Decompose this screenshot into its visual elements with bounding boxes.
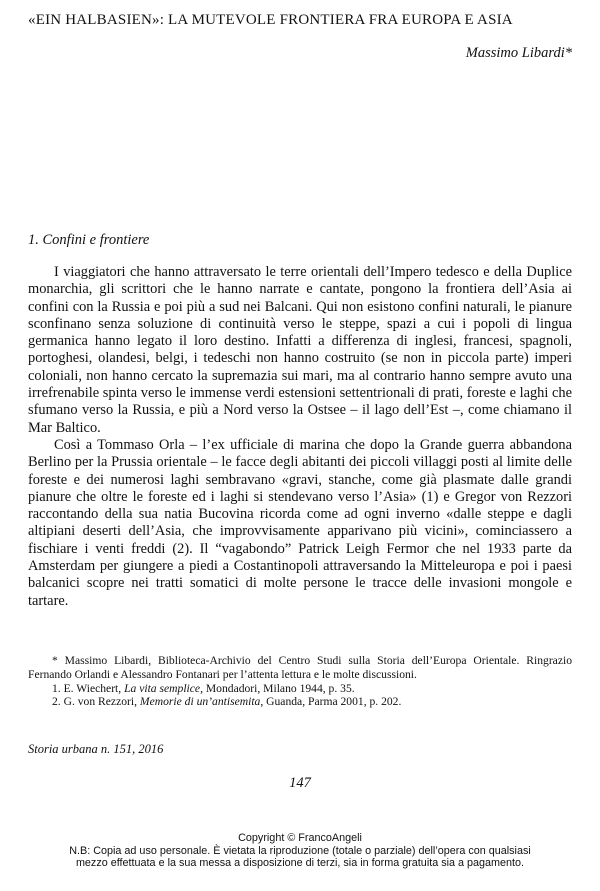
footnote-1: [28, 682, 572, 696]
body-paragraph: I viaggiatori che hanno attraversato le terre orientali dell’Impero tedesco e della Duplice monarchia, gli scrittori che le hanno narrate e cantate, pongono la frontiera dell’Asia ai confini con la Russia e poi più a sud nei Balcani. Qui non esistono confini naturali, le pianure sconfinano senza soluzione di continuità verso le steppe, spazi a cui i popoli di lingua germanica hanno legato il loro destino. Infatti a differenza di inglesi, francesi, spagnoli, portoghesi, olandesi, belgi, i tedeschi non hanno costruito (se non in piccola parte) imperi coloniali, non hanno cercato la supremazia sui mari, ma al contrario hanno sempre avuto una irrefrenabile spinta verso le immense verdi estensioni settentrionali di prati, foreste e laghi che sfumano verso la Russia, e più a Nord verso la Ostsee – il lago dell’Est –, come chiamano il Mar Baltico.: [28, 264, 572, 436]
section-heading: 1. Confini e frontiere: [28, 232, 150, 248]
author-name: Massimo Libardi*: [465, 45, 572, 61]
article-title: «EIN HALBASIEN»: LA MUTEVOLE FRONTIERA FRA EUROPA E ASIA: [28, 12, 513, 28]
page-number: 147: [289, 775, 311, 791]
body-text: [28, 264, 572, 610]
author-footnote: * Massimo Libardi, Biblioteca-Archivio del Centro Studi sulla Storia dell’Europa Orientale. Ringrazio Fernando Orlandi e Alessandro Fontanari per l’attenta lettura e le molte discussioni.: [28, 654, 572, 681]
copyright-line: N.B: Copia ad uso personale. È vietata la riproduzione (totale o parziale) dell’opera con qualsiasi: [69, 844, 531, 857]
footnote-2-work: Memorie di un’antisemita: [139, 695, 261, 709]
copyright-line: Copyright © FrancoAngeli: [238, 832, 362, 844]
footnote-2-publisher: , Guanda, Parma 2001, p. 202.: [260, 695, 402, 709]
footnote-2: [28, 695, 572, 709]
footnotes: [28, 654, 572, 709]
footnote-1-author: 1. E. Wiechert,: [52, 681, 125, 695]
journal-citation: Storia urbana n. 151, 2016: [28, 742, 164, 756]
footnote-1-publisher: Mondadori, Milano 1944, p. 35.: [202, 681, 355, 695]
footnote-2-author: 2. G. von Rezzori,: [52, 695, 140, 709]
copyright-line: mezzo effettuata e la sua messa a disposizione di terzi, sia in forma gratuita sia a pagamento.: [75, 857, 525, 870]
footnote-1-work: La vita semplice,: [124, 681, 203, 695]
copyright-notice: [0, 832, 600, 870]
body-paragraph: Così a Tommaso Orla – l’ex ufficiale di marina che dopo la Grande guerra abbandona Berlino per la Prussia orientale – le facce degli abitanti dei piccoli villaggi posti al limite delle foreste e dei numerosi laghi sembravano «gravi, stanche, come già plasmate dalle grandi pianure che oltre le foreste ed i laghi si stendevano verso l’Asia» (1) e Gregor von Rezzori raccontando della sua natia Bucovina ricorda come ad ogni inverno «dalle steppe e dagli altipiani deserti dell’Asia, che improvvisamente apparivano più vicini», cominciassero a fischiare i venti freddi (2). Il “vagabondo” Patrick Leigh Fermor che nel 1933 parte da Amsterdam per giungere a piedi a Costantinopoli attraversando la Mitteleuropa e poi i paesi balcanici scopre nei tratti somatici di molte persone le tracce delle invasioni mongole e tartare.: [28, 436, 572, 609]
